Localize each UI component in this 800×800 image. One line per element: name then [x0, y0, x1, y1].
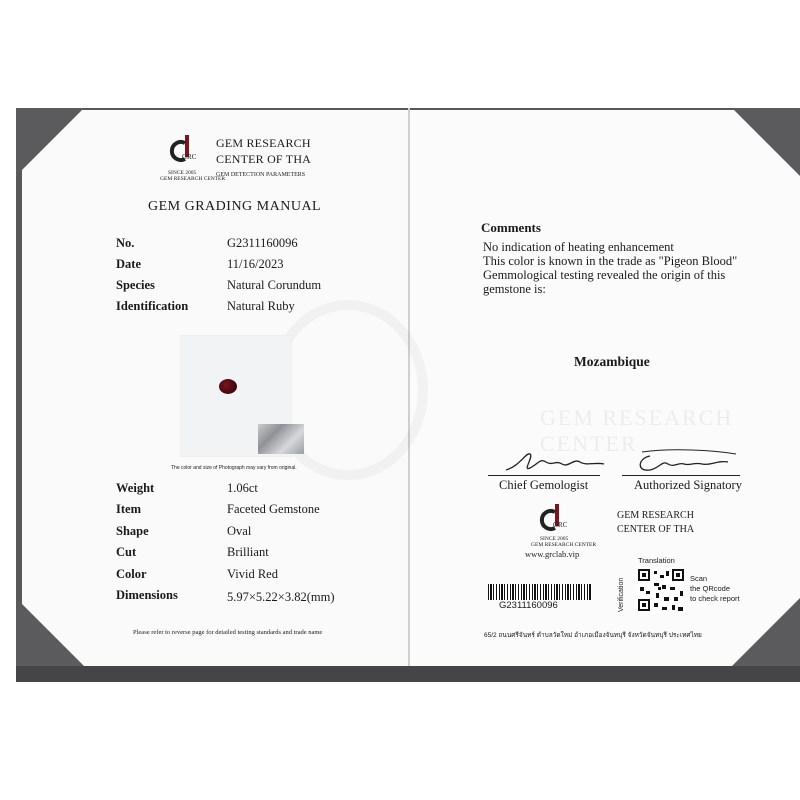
- document-title: GEM GRADING MANUAL: [148, 199, 322, 214]
- field-label-identification: Identification: [116, 299, 189, 313]
- comment-line-2: This color is known in the trade as "Pigeon Blood": [483, 254, 738, 268]
- barcode-number: G2311160096: [499, 600, 558, 611]
- field-label-cut: Cut: [116, 545, 137, 559]
- org-tagline: GEM DETECTION PARAMETERS: [216, 172, 306, 178]
- watermark-text: GEM RESEARCH CENTER: [540, 405, 734, 456]
- org-name-line1: GEM RESEARCH: [216, 136, 311, 150]
- comments-heading: Comments: [481, 220, 541, 235]
- comment-line-1: No indication of heating enhancement: [483, 240, 674, 254]
- field-label-shape: Shape: [116, 524, 149, 538]
- grc-logo-icon-right: [535, 502, 568, 536]
- authorized-signature: [632, 446, 742, 476]
- field-value-item: Faceted Gemstone: [227, 502, 320, 516]
- signatory-left-title: Chief Gemologist: [499, 478, 589, 492]
- org-name-line2: CENTER OF THA: [216, 152, 312, 166]
- signatory-right-title: Authorized Signatory: [634, 478, 742, 492]
- field-value-identification: Natural Ruby: [227, 299, 295, 313]
- field-label-item: Item: [116, 502, 141, 516]
- logo-since: SINCE 2005: [168, 170, 197, 176]
- field-value-shape: Oval: [227, 524, 252, 538]
- logo-text: GRC: [182, 153, 197, 161]
- field-value-weight: 1.06ct: [227, 481, 258, 495]
- ruby-gemstone: [219, 379, 237, 394]
- field-value-color: Vivid Red: [227, 567, 278, 581]
- logo-text-right: GRC: [553, 521, 568, 529]
- field-value-date: 11/16/2023: [227, 257, 284, 271]
- comment-line-4: gemstone is:: [483, 282, 546, 296]
- barcode: [488, 584, 592, 600]
- field-value-species: Natural Corundum: [227, 278, 322, 292]
- scan-line-2: the QRcode: [690, 584, 731, 593]
- field-label-color: Color: [116, 567, 147, 581]
- hologram-sticker: [258, 424, 304, 454]
- signature-line-right: [622, 475, 740, 476]
- field-value-cut: Brilliant: [227, 545, 269, 559]
- origin-value: Mozambique: [574, 354, 650, 369]
- thai-address: 65/2 ถนนศรีจันทร์ ตำบลวัดใหม่ อำเภอเมืองจันทบุรี จังหวัดจันทบุรี ประเทศไทย: [484, 632, 702, 639]
- signature-line-left: [488, 475, 600, 476]
- field-label-species: Species: [116, 278, 155, 292]
- footer-note: Please refer to reverse page for detailed testing standards and trade name: [133, 629, 323, 636]
- qr-code-icon[interactable]: [636, 567, 686, 613]
- logo-subtitle: GEM RESEARCH CENTER: [160, 176, 226, 182]
- logo-subtitle-right: GEM RESEARCH CENTER: [531, 542, 597, 548]
- chief-gemologist-signature: [500, 448, 610, 476]
- website-url: www.grclab.vip: [525, 549, 580, 559]
- field-value-dimensions: 5.97×5.22×3.82(mm): [227, 590, 335, 604]
- org-name-right-line1: GEM RESEARCH: [617, 510, 694, 521]
- scan-line-1: Scan: [690, 574, 708, 583]
- org-name-right-line2: CENTER OF THA: [617, 524, 695, 535]
- scan-line-3: to check report: [690, 594, 740, 603]
- qr-scan-instructions: [690, 574, 740, 604]
- field-label-dimensions: Dimensions: [116, 588, 178, 602]
- field-label-date: Date: [116, 257, 141, 271]
- field-label-weight: Weight: [116, 481, 155, 495]
- verification-label: Verification: [618, 577, 625, 612]
- comment-line-3: Gemmological testing revealed the origin of this: [483, 268, 726, 282]
- photo-caption: The color and size of Photograph may vary from original.: [171, 465, 297, 471]
- logo-since-right: SINCE 2005: [540, 536, 569, 542]
- grc-logo-icon: [165, 133, 195, 167]
- translation-label: Translation: [638, 556, 675, 565]
- field-value-no: G2311160096: [227, 236, 298, 250]
- field-label-no: No.: [116, 236, 135, 250]
